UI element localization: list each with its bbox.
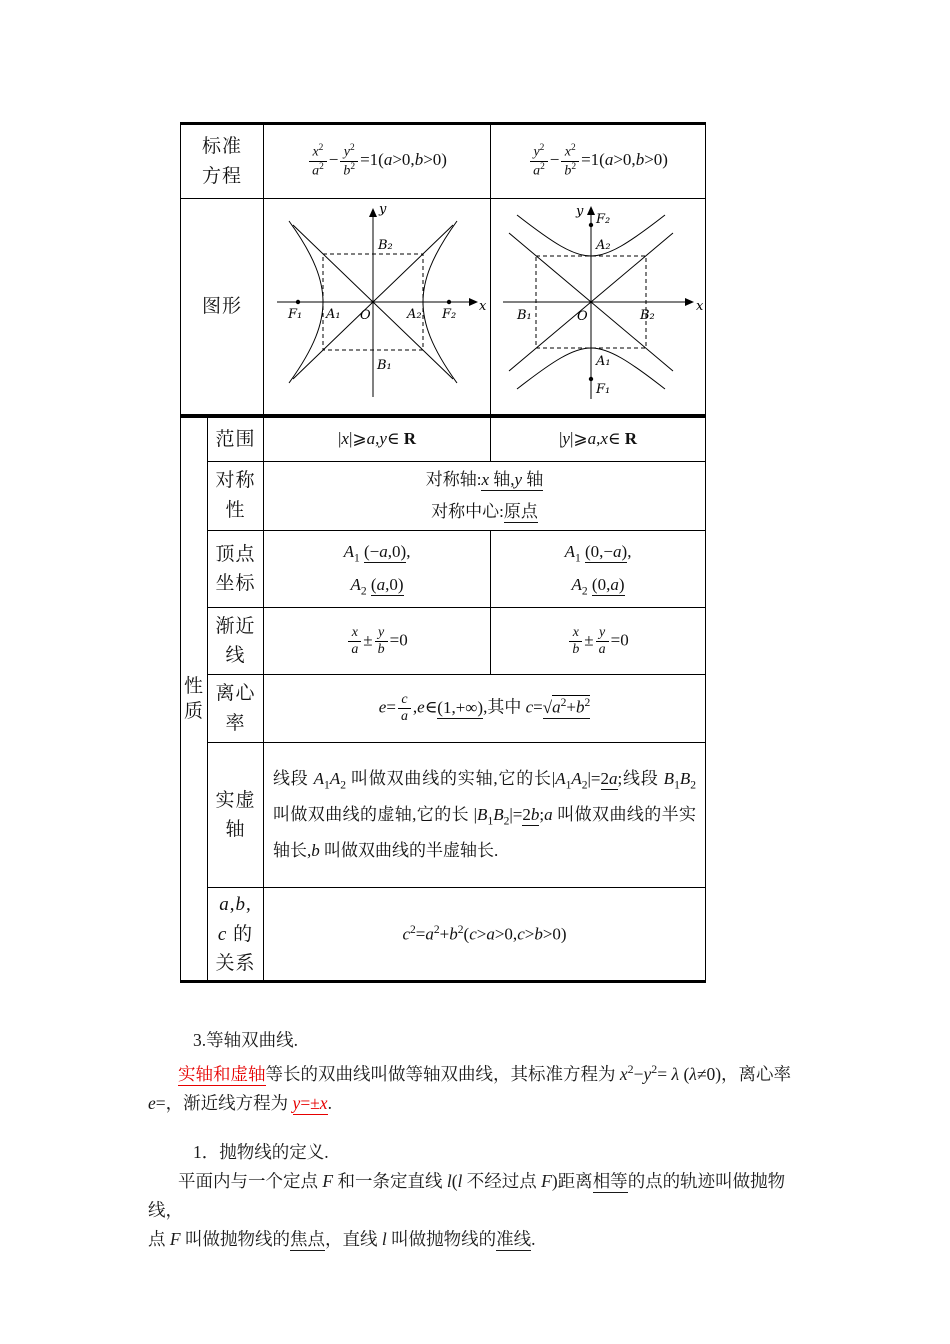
x-axis-arrow [685, 298, 694, 306]
row-label-vertices: 顶点 坐标 [208, 531, 264, 608]
range-horizontal: |x|⩾a,y∈ R [264, 416, 491, 461]
vertex-A1-label: A₁ [325, 307, 341, 322]
focus-F1-dot [295, 300, 299, 304]
hyperbola-figure-horizontal [265, 199, 490, 409]
vertex-A2-label: A₂ [406, 307, 422, 322]
x-axis-label: x [478, 299, 486, 314]
row-label-axes: 实虚 轴 [208, 743, 264, 888]
vertex-A1-label: A₁ [596, 354, 611, 369]
range-vertical: |y|⩾a,x∈ R [491, 416, 706, 461]
focus-F2-label: F₂ [441, 307, 456, 322]
symmetry-content: 对称轴:x 轴,y 轴 对称中心:原点 [264, 461, 706, 531]
vertex-B1-label: B₁ [376, 358, 392, 373]
row-label-properties: 性 质 [181, 416, 208, 982]
bottom-text-block [148, 1026, 820, 1254]
vertex-B2-label: B₂ [377, 238, 393, 253]
hyperbola-properties-table [180, 122, 706, 983]
vertex-A2-label: A₂ [596, 238, 611, 253]
standard-equation-horizontal: $\frac{x^2}{a^2}$ − $\frac{y^2}{b^2}$ =1(a>0,b>0) [264, 124, 491, 199]
vertices-horizontal: $A_1$ (−a,0), $A_2$ (a,0) [264, 531, 491, 608]
asymptotes-vertical: $\frac{x}{b}$ ± $\frac{y}{a}$ =0 [491, 608, 706, 675]
vertex-B2-label: B₂ [640, 308, 655, 323]
section-1-paragraph: 平面内与一个定点 F 和一条定直线 l(l 不经过点 F)距离相等的点的轨迹叫做抛物线， 点 F 叫做抛物线的焦点，直线 l 叫做抛物线的准线. [148, 1170, 786, 1249]
row-label-standard-equation: 标准 方程 [181, 124, 264, 199]
origin-label: O [359, 308, 371, 323]
row-label-eccentricity: 离心 率 [208, 675, 264, 743]
y-axis-label: y [576, 204, 584, 219]
y-axis-arrow [369, 208, 377, 217]
eccentricity-content: e= $\frac{c}{a}$ ,e∈(1,+∞),其中 $c=√a^2+b^2$ [264, 675, 706, 743]
vertices-vertical: $A_1$ (0,−a), $A_2$ (0,a) [491, 531, 706, 608]
row-label-symmetry: 对称 性 [208, 461, 264, 531]
section-3-title: 3.等轴双曲线. [193, 1030, 298, 1050]
standard-equation-vertical: $\frac{y^2}{a^2}$ − $\frac{x^2}{b^2}$ =1(a>0,b>0) [491, 124, 706, 199]
y-axis-arrow [587, 206, 595, 215]
origin-label: O [577, 309, 588, 324]
x-axis-arrow [469, 298, 478, 306]
section-1-title: 1．抛物线的定义. [193, 1141, 329, 1162]
focus-F1-label: F₁ [596, 382, 611, 397]
row-label-asymptotes: 渐近 线 [208, 608, 264, 675]
focus-F2-label: F₂ [596, 212, 611, 227]
spacer [148, 1118, 820, 1138]
focus-F2-dot [589, 223, 593, 227]
section-3-paragraph: 实轴和虚轴等长的双曲线叫做等轴双曲线，其标准方程为 $x^2-y^2= \lambda$ (λ≠0)，离心率 e=，渐近线方程为 y=±x. [148, 1062, 792, 1113]
focus-F1-label: F₁ [287, 307, 302, 322]
axes-content: 线段 $A_1A_2$ 叫做双曲线的实轴,它的长$|A_1A_2|=2a$;线段 $B_1B_2$ 叫做双曲线的虚轴,它的长 $|B_1B_2|=2b;a$ 叫做双曲线的半实轴长,b 叫做双曲线的半虚轴长. [264, 743, 706, 888]
y-axis-label: y [378, 202, 386, 217]
row-label-range: 范围 [208, 416, 264, 461]
row-label-figure: 图形 [181, 199, 264, 417]
x-axis-label: x [696, 299, 704, 314]
vertex-B1-label: B₁ [517, 308, 532, 323]
asymptotes-horizontal: $\frac{x}{a}$ ± $\frac{y}{b}$ =0 [264, 608, 491, 675]
focus-F2-dot [446, 300, 450, 304]
abc-relation-content: $c^2=a^2+b^2(c>a>0,c>b>0)$ [264, 888, 706, 982]
focus-F1-dot [589, 377, 593, 381]
hyperbola-figure-vertical [491, 199, 706, 409]
row-label-abc-relation: a,b, c 的 关系 [208, 888, 264, 982]
